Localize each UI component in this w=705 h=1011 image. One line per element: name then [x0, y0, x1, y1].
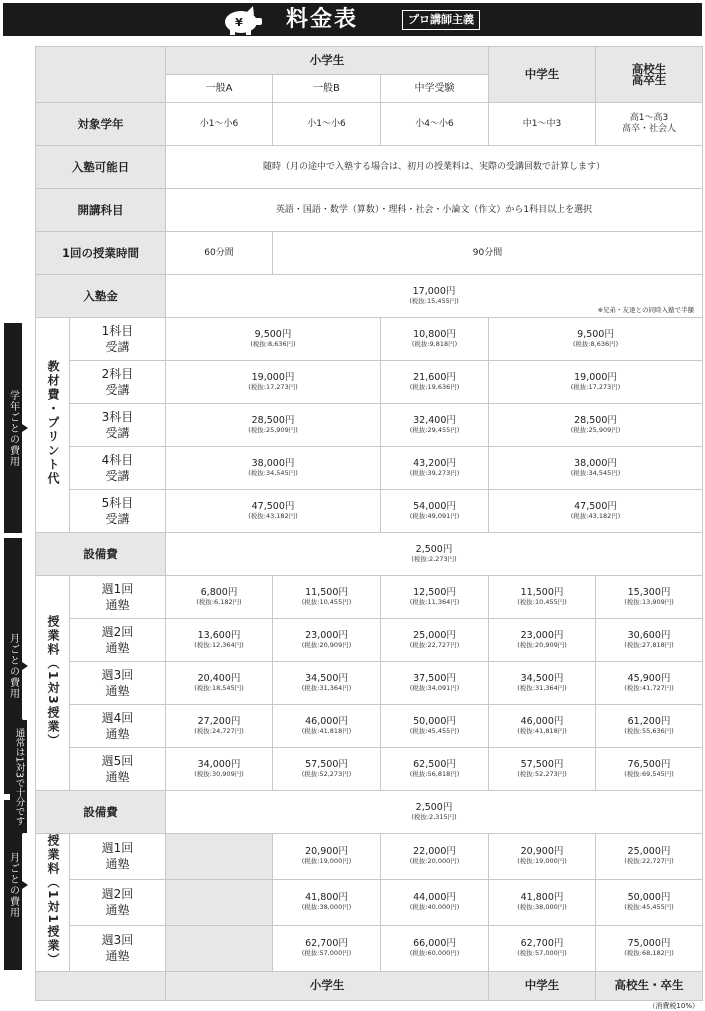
- tax-excluded: (税抜:17,273円): [248, 383, 298, 391]
- price-cell: [489, 879, 596, 925]
- price: 2,500円: [415, 802, 453, 813]
- tax-excluded: (税抜:39,273円): [409, 469, 460, 477]
- price-cell: [489, 662, 596, 705]
- sibling-discount-note: ※兄弟・友達との同時入塾で半額: [597, 306, 695, 314]
- price-cell: [489, 619, 596, 662]
- side-label-yearly: 学年ごとの費用: [4, 323, 22, 533]
- price: 50,000円: [627, 892, 671, 904]
- row-label: 5科目 受講: [70, 490, 166, 533]
- tax-excluded: (税抜:25,909円): [248, 426, 298, 434]
- cell: 随時（月の途中で入塾する場合は、初月の授業料は、実際の受講回数で計算します）: [166, 146, 703, 189]
- price-cell: [381, 925, 489, 971]
- tax-excluded: (税抜:11,364円): [409, 598, 460, 606]
- cell: 小4〜小6: [381, 103, 489, 146]
- price: 46,000円: [305, 716, 348, 727]
- price: 9,500円: [254, 329, 292, 340]
- jugyo-1to3-section: [36, 576, 703, 791]
- tax-excluded: (税抜:19,000円): [301, 857, 352, 866]
- price: 34,500円: [520, 673, 564, 684]
- price-cell: [166, 361, 381, 404]
- tax-excluded: (税抜:6,182円): [196, 598, 242, 606]
- row-label: 週1回 通塾: [70, 834, 166, 880]
- header-badge: プロ講師主義: [402, 10, 480, 30]
- price: 38,000円: [574, 458, 617, 469]
- price: 21,600円: [413, 372, 456, 383]
- col-ippan-b: 一般B: [273, 75, 381, 103]
- unavailable-cell: [166, 925, 273, 971]
- price-cell: [273, 925, 381, 971]
- price-cell: [596, 879, 703, 925]
- cell: 英語・国語・数学（算数）・理科・社会・小論文（作文）から1科目以上を選択: [166, 189, 703, 232]
- piggy-bank-icon: [217, 5, 265, 35]
- jugyo3-group-cell: [36, 576, 70, 791]
- price: 28,500円: [574, 415, 617, 426]
- price-cell: [381, 879, 489, 925]
- table-row: [36, 662, 703, 705]
- price-cell: [381, 576, 489, 619]
- jugyo-1to1-section: [36, 834, 703, 972]
- price: 62,700円: [520, 938, 564, 950]
- price-cell: [166, 748, 273, 791]
- tax-excluded: (税抜:45,455円): [624, 903, 674, 912]
- row-label: 週4回 通塾: [70, 705, 166, 748]
- setsubi-cell: [166, 533, 703, 576]
- table-row: [36, 879, 703, 925]
- row-label: 週3回 通塾: [70, 662, 166, 705]
- setsubi-cell-2: [166, 791, 703, 834]
- tax-excluded: (税抜:12,364円): [194, 641, 244, 649]
- price: 27,200円: [197, 716, 241, 727]
- price: 37,500円: [413, 673, 456, 684]
- table-row: [36, 748, 703, 791]
- price: 32,400円: [413, 415, 456, 426]
- tax-excluded: (税抜:2,315円): [411, 813, 457, 821]
- row-label: 2科目 受講: [70, 361, 166, 404]
- price: 20,900円: [520, 846, 564, 858]
- price: 57,500円: [520, 759, 564, 770]
- cell: 小1〜小6: [273, 103, 381, 146]
- tax-excluded: (税抜:20,909円): [301, 641, 352, 649]
- price-cell: [273, 576, 381, 619]
- price-table: [35, 46, 703, 1001]
- price-cell: [381, 705, 489, 748]
- price-cell: [381, 834, 489, 880]
- table-row: [36, 705, 703, 748]
- row-label: 週2回 通塾: [70, 619, 166, 662]
- cell: 中1〜中3: [489, 103, 596, 146]
- price-cell: [489, 404, 703, 447]
- tax-excluded: (税抜:41,818円): [517, 727, 567, 735]
- tax-excluded: (税抜:25,909円): [570, 426, 621, 434]
- kyozai-section: [36, 318, 703, 533]
- tax-excluded: (税抜:52,273円): [301, 770, 352, 778]
- price-cell: [489, 490, 703, 533]
- price: 41,800円: [520, 892, 564, 904]
- price: 6,800円: [200, 587, 238, 598]
- tax-excluded: (税抜:30,909円): [194, 770, 244, 778]
- price: 23,000円: [520, 630, 564, 641]
- tax-excluded: (税抜:34,545円): [248, 469, 298, 477]
- tax-excluded: (税抜:24,727円): [194, 727, 244, 735]
- tax-excluded: (税抜:31,364円): [301, 684, 352, 692]
- row-label-setsubi-2: 設備費: [36, 791, 166, 834]
- price: 62,700円: [305, 938, 348, 950]
- footer-chugakusei: 中学生: [489, 971, 596, 1000]
- jugyo1-group-cell: [36, 834, 70, 972]
- tax-excluded: (税抜:57,000円): [301, 949, 352, 958]
- price-cell: [273, 619, 381, 662]
- price-cell: [596, 925, 703, 971]
- price-cell: [381, 619, 489, 662]
- price: 47,500円: [251, 501, 295, 512]
- price: 20,400円: [197, 673, 241, 684]
- side-label-monthly-2: 月ごとの費用: [4, 800, 22, 970]
- footer-shogakusei: 小学生: [166, 971, 489, 1000]
- kyozai-group-cell: [36, 318, 70, 533]
- col-chugakusei: 中学生: [489, 47, 596, 103]
- row-label: 週3回 通塾: [70, 925, 166, 971]
- price: 9,500円: [577, 329, 614, 340]
- price-cell: [166, 490, 381, 533]
- page-title: 料金表: [286, 7, 359, 32]
- price-cell: [381, 748, 489, 791]
- tax-excluded: (税抜:18,545円): [194, 684, 244, 692]
- price: 20,900円: [305, 846, 348, 858]
- table-row: [36, 490, 703, 533]
- price-cell: [489, 834, 596, 880]
- price-cell: [381, 447, 489, 490]
- price: 25,000円: [413, 630, 456, 641]
- tax-excluded: (税抜:34,091円): [409, 684, 460, 692]
- price: 2,500円: [415, 544, 453, 555]
- price-cell: [273, 879, 381, 925]
- cell: 高1〜高3 高卒・社会人: [596, 103, 703, 146]
- tax-excluded: (税抜:40,000円): [409, 903, 460, 912]
- price: 38,000円: [251, 458, 295, 469]
- price: 25,000円: [627, 846, 671, 858]
- nyujuku-price-cell: [166, 275, 703, 318]
- price: 34,000円: [197, 759, 241, 770]
- side-label-monthly-1: 月ごとの費用: [4, 538, 22, 794]
- tax-excluded: (税抜:56,818円): [409, 770, 460, 778]
- price-cell: [166, 662, 273, 705]
- tax-excluded: (税抜:10,455円): [301, 598, 352, 606]
- price: 61,200円: [627, 716, 671, 727]
- price: 19,000円: [574, 372, 617, 383]
- table-row: [36, 925, 703, 971]
- tax-excluded: (税抜:41,727円): [624, 684, 674, 692]
- tax-excluded: (税抜:9,818円): [411, 340, 458, 348]
- price-cell: [381, 490, 489, 533]
- tax-excluded: (税抜:22,727円): [624, 857, 674, 866]
- price: 13,600円: [197, 630, 241, 641]
- tax-excluded: (税抜:8,636円): [250, 340, 296, 348]
- header-bar: [3, 3, 702, 36]
- tax-excluded: (税抜:34,545円): [570, 469, 621, 477]
- price-cell: [489, 705, 596, 748]
- price: 57,500円: [305, 759, 348, 770]
- price-cell: [166, 619, 273, 662]
- tax-excluded: (税抜:29,455円): [409, 426, 460, 434]
- price: 54,000円: [413, 501, 456, 512]
- price-cell: [596, 705, 703, 748]
- unavailable-cell: [166, 879, 273, 925]
- price-cell: [596, 576, 703, 619]
- group-label: 授業料（1対3授業）: [46, 614, 60, 748]
- tax-excluded: (税抜:55,636円): [624, 727, 674, 735]
- price: 50,000円: [413, 716, 456, 727]
- row-label-kanou: 入塾可能日: [36, 146, 166, 189]
- price: 44,000円: [413, 892, 456, 904]
- table-row: [36, 576, 703, 619]
- table-row: [36, 619, 703, 662]
- table-row: [36, 318, 703, 361]
- tax-excluded: (税抜:60,000円): [409, 949, 460, 958]
- price: 19,000円: [251, 372, 295, 383]
- tax-excluded: (税抜:43,182円): [570, 512, 621, 520]
- row-label: 1科目 受講: [70, 318, 166, 361]
- price: 28,500円: [251, 415, 295, 426]
- tax-rate-note: （消費税10%）: [648, 1002, 699, 1010]
- footer-corner: [36, 971, 166, 1000]
- price-cell: [381, 361, 489, 404]
- cell: 小1〜小6: [166, 103, 273, 146]
- group-label: 教材費・プリント代: [46, 360, 60, 486]
- unavailable-cell: [166, 834, 273, 880]
- tax-excluded: (税抜:19,000円): [517, 857, 567, 866]
- price: 30,600円: [627, 630, 671, 641]
- price-cell: [166, 576, 273, 619]
- table-row: [36, 361, 703, 404]
- tax-excluded: (税抜:49,091円): [409, 512, 460, 520]
- price-cell: [273, 748, 381, 791]
- row-label-jikan: 1回の授業時間: [36, 232, 166, 275]
- price-cell: [596, 748, 703, 791]
- cell: 90分間: [273, 232, 703, 275]
- tax-excluded: (税抜:68,182円): [624, 949, 674, 958]
- price-cell: [596, 619, 703, 662]
- price-cell: [273, 705, 381, 748]
- tax-excluded: (税抜:57,000円): [517, 949, 567, 958]
- price: 66,000円: [413, 938, 456, 950]
- tax-excluded: (税抜:8,636円): [572, 340, 619, 348]
- row-label-taisho: 対象学年: [36, 103, 166, 146]
- row-label: 3科目 受講: [70, 404, 166, 447]
- tax-excluded: (税抜:41,818円): [301, 727, 352, 735]
- price-cell: [273, 662, 381, 705]
- row-label-setsubi: 設備費: [36, 533, 166, 576]
- row-label: 週1回 通塾: [70, 576, 166, 619]
- price-cell: [381, 662, 489, 705]
- price: 76,500円: [627, 759, 671, 770]
- price: 43,200円: [413, 458, 456, 469]
- tax-excluded: (税抜:20,909円): [517, 641, 567, 649]
- price: 41,800円: [305, 892, 348, 904]
- col-koukousei: 高校生 高卒生: [596, 47, 703, 103]
- col-jukensei: 中学受験: [381, 75, 489, 103]
- price: 22,000円: [413, 846, 456, 858]
- svg-text:¥: ¥: [235, 16, 243, 29]
- price-cell: [489, 925, 596, 971]
- price-cell: [489, 576, 596, 619]
- tax-excluded: (税抜:10,455円): [517, 598, 567, 606]
- price-cell: [596, 834, 703, 880]
- tax-excluded: (税抜:17,273円): [570, 383, 621, 391]
- price: 47,500円: [574, 501, 617, 512]
- tax-excluded: (税抜:38,000円): [517, 903, 567, 912]
- col-shogakusei: 小学生: [166, 47, 489, 75]
- tax-excluded: (税抜:15,455円): [409, 297, 459, 305]
- price-cell: [489, 318, 703, 361]
- price: 45,900円: [627, 673, 671, 684]
- price-cell: [166, 705, 273, 748]
- row-label-nyujuku: 入塾金: [36, 275, 166, 318]
- row-label-kamoku: 開講科目: [36, 189, 166, 232]
- row-label: 週2回 通塾: [70, 879, 166, 925]
- price-cell: [489, 361, 703, 404]
- price: 11,500円: [305, 587, 348, 598]
- cell: 60分間: [166, 232, 273, 275]
- col-ippan-a: 一般A: [166, 75, 273, 103]
- price: 34,500円: [305, 673, 348, 684]
- tax-excluded: (税抜:27,818円): [624, 641, 674, 649]
- table-row: [36, 404, 703, 447]
- tax-excluded: (税抜:38,000円): [301, 903, 352, 912]
- tax-excluded: (税抜:43,182円): [248, 512, 298, 520]
- price: 46,000円: [520, 716, 564, 727]
- price: 75,000円: [627, 938, 671, 950]
- group-label: 授業料（1対1授業）: [46, 834, 60, 967]
- tax-excluded: (税抜:2,273円): [411, 555, 457, 563]
- table-row: [36, 834, 703, 880]
- tax-excluded: (税抜:13,909円): [624, 598, 674, 606]
- table-row: [36, 447, 703, 490]
- price: 23,000円: [305, 630, 348, 641]
- price-cell: [166, 447, 381, 490]
- price-cell: [596, 662, 703, 705]
- row-label: 4科目 受講: [70, 447, 166, 490]
- price-cell: [166, 318, 381, 361]
- price: 62,500円: [413, 759, 456, 770]
- tax-excluded: (税抜:19,636円): [409, 383, 460, 391]
- corner-cell: [36, 47, 166, 103]
- price: 12,500円: [413, 587, 456, 598]
- price: 17,000円: [412, 286, 456, 297]
- price-cell: [166, 404, 381, 447]
- price: 10,800円: [413, 329, 456, 340]
- price-cell: [489, 748, 596, 791]
- price: 11,500円: [520, 587, 564, 598]
- tax-excluded: (税抜:69,545円): [624, 770, 674, 778]
- price-cell: [489, 447, 703, 490]
- tax-excluded: (税抜:20,000円): [409, 857, 460, 866]
- price-cell: [381, 318, 489, 361]
- price-cell: [273, 834, 381, 880]
- row-label: 週5回 通塾: [70, 748, 166, 791]
- tax-excluded: (税抜:31,364円): [517, 684, 567, 692]
- price-cell: [381, 404, 489, 447]
- pill-note: 通常は1対3で十分です: [10, 720, 27, 833]
- price: 15,300円: [627, 587, 671, 598]
- tax-excluded: (税抜:45,455円): [409, 727, 460, 735]
- footer-koukousei: 高校生・卒生: [596, 971, 703, 1000]
- tax-excluded: (税抜:22,727円): [409, 641, 460, 649]
- tax-excluded: (税抜:52,273円): [517, 770, 567, 778]
